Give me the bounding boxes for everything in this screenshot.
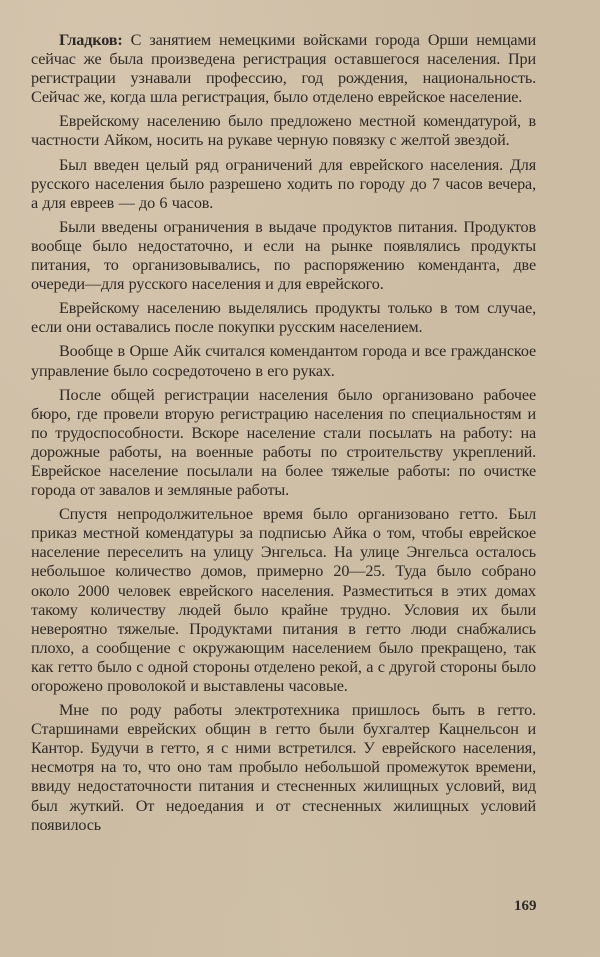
paragraph-7: После общей регистрации населения было организовано рабочее бюро, где провели вторую регистрацию населения по специальностям и по трудоспособности. Вскоре население стали посылать на работу: на дорожные работы, на военные работы по строительству укреплений. Еврейское население посылали на более тяжелые работы: по очистке города от завалов и земляные работы. [31, 385, 536, 500]
page-body [31, 31, 536, 835]
paragraph-9: Мне по роду работы электротехника пришлось быть в гетто. Старшинами еврейских общин в гетто были бухгалтер Кацнельсон и Кантор. Будучи в гетто, я с ними встретился. У еврейского населения, несмотря на то, что оно там пробыло небольшой промежуток времени, ввиду недостаточности питания и стесненных жилищных условий, вид был жуткий. От недоедания и от стесненных жилищных условий появилось [31, 701, 536, 834]
paragraph-6: Вообще в Орше Айк считался комендантом города и все гражданское управление было сосредоточено в его руках. [31, 342, 536, 380]
paragraph-3: Был введен целый ряд ограничений для еврейского населения. Для русского населения было разрешено ходить по городу до 7 часов вечера, а для евреев — до 6 часов. [31, 155, 536, 212]
paragraph-4: Были введены ограничения в выдаче продуктов питания. Продуктов вообще было недостаточно, и если на рынке появлялись продукты питания, то организовывались, по распоряжению коменданта, две очереди—для русского населения и для еврейского. [31, 217, 536, 294]
paragraph-1 [31, 31, 536, 107]
paragraph-5: Еврейскому населению выделялись продукты только в том случае, если они оставались после покупки русским населением. [31, 299, 536, 337]
page-number: 169 [514, 898, 537, 914]
paragraph-text: С занятием немецкими войсками города Орши немцами сейчас же была произведена регистрация оставшегося населения. При регистрации узнавали профессию, год рождения, национальность. Сейчас же, когда шла регистрация, было отделено еврейское население. [31, 31, 536, 107]
speaker-name: Гладков: [59, 31, 123, 49]
paragraph-2: Еврейскому населению было предложено местной комендатурой, в частности Айком, носить на рукаве черную повязку с желтой звездой. [31, 112, 536, 150]
paragraph-8: Спустя непродолжительное время было организовано гетто. Был приказ местной комендатуры за подписью Айка о том, чтобы еврейское население переселить на улицу Энгельса. На улице Энгельса осталось небольшое количество домов, примерно 20—25. Туда было собрано около 2000 человек еврейского населения. Разместиться в этих домах такому количеству людей было крайне трудно. Условия их были невероятно тяжелые. Продуктами питания в гетто люди снабжались плохо, а сообщение с окружающим населением было прекращено, так как гетто было с одной стороны отделено рекой, а с другой стороны было огорожено проволокой и выставлены часовые. [31, 505, 536, 695]
